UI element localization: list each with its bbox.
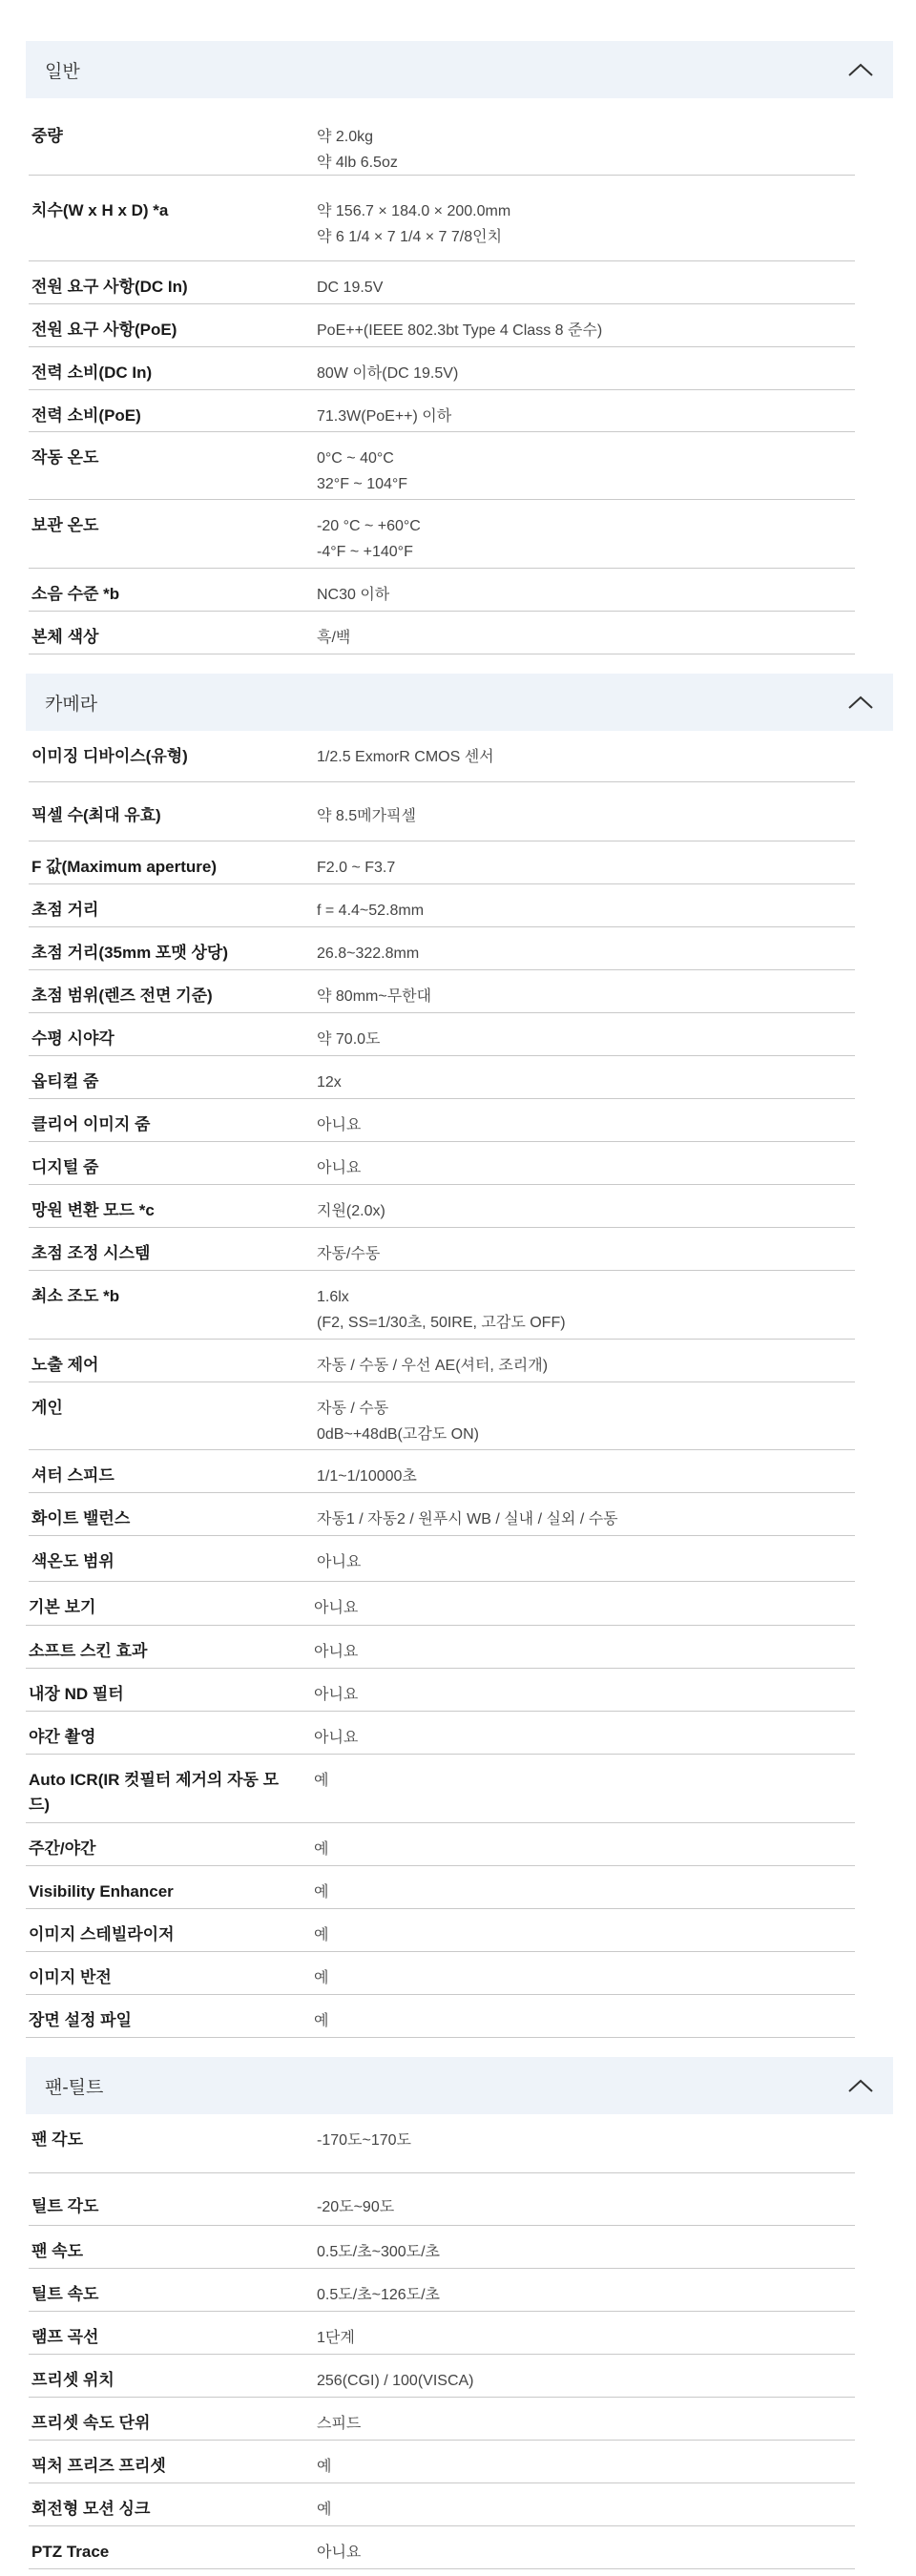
spec-value: 자동 / 수동 / 우선 AE(셔터, 조리개) <box>317 1358 549 1374</box>
spec-value: 약 80mm~무한대 <box>317 988 432 1005</box>
spec-value: 아니요 <box>314 1600 359 1616</box>
spec-row <box>29 1340 855 1382</box>
spec-value: F2.0 ~ F3.7 <box>317 860 396 876</box>
spec-value: 1/1~1/10000초 <box>317 1468 417 1485</box>
section-title: 일반 <box>45 61 80 82</box>
chevron-up-icon[interactable] <box>847 60 874 79</box>
spec-label: 이미징 디바이스(유형) <box>31 747 188 765</box>
section-title: 팬-틸트 <box>45 2077 104 2098</box>
spec-label: 프리셋 위치 <box>31 2371 114 2389</box>
spec-row <box>29 2483 855 2526</box>
spec-row <box>26 1755 855 1823</box>
spec-label: 화이트 밸런스 <box>31 1509 131 1527</box>
spec-label: 디지털 줌 <box>31 1158 99 1176</box>
chevron-up-icon[interactable] <box>847 693 874 712</box>
spec-label: Visibility Enhancer <box>29 1882 174 1901</box>
spec-row <box>29 884 855 927</box>
spec-row <box>29 2312 855 2355</box>
spec-row <box>26 1866 855 1909</box>
spec-label: 램프 곡선 <box>31 2328 99 2346</box>
spec-row <box>29 347 855 390</box>
spec-label: F 값(Maximum aperture) <box>31 858 218 876</box>
spec-row <box>29 927 855 970</box>
spec-row <box>29 304 855 347</box>
spec-label: 프리셋 속도 단위 <box>31 2414 151 2432</box>
spec-row <box>29 1450 855 1493</box>
spec-label: 전력 소비(DC In) <box>31 364 153 382</box>
spec-value: 아니요 <box>317 2545 362 2561</box>
spec-value: 스피드 <box>317 2416 362 2432</box>
spec-value: 아니요 <box>314 1687 359 1703</box>
spec-row <box>29 1228 855 1271</box>
spec-value: 예 <box>314 1884 329 1901</box>
spec-row <box>29 261 855 304</box>
spec-label: 틸트 각도 <box>31 2197 99 2215</box>
spec-label: 노출 제어 <box>31 1356 99 1374</box>
spec-label: 전력 소비(PoE) <box>31 406 141 425</box>
spec-row <box>29 841 855 884</box>
section-header-camera[interactable] <box>26 674 893 731</box>
spec-value: 흑/백 <box>317 630 351 646</box>
spec-value: 아니요 <box>317 1554 362 1570</box>
spec-value: 1.6lx (F2, SS=1/30초, 50IRE, 고감도 OFF) <box>317 1289 566 1331</box>
spec-label: 소프트 스킨 효과 <box>29 1642 148 1660</box>
spec-value: 예 <box>314 1841 329 1858</box>
spec-label: 픽셀 수(최대 유효) <box>31 806 161 824</box>
spec-value: -20도~90도 <box>317 2199 395 2215</box>
spec-row <box>29 1493 855 1536</box>
spec-row <box>26 1952 855 1995</box>
spec-value: -20 °C ~ +60°C -4°F ~ +140°F <box>317 518 421 560</box>
spec-value: -170도~170도 <box>317 2132 411 2149</box>
spec-label: 치수(W x H x D) *a <box>31 201 169 219</box>
spec-value: 자동/수동 <box>317 1246 381 1262</box>
spec-value: 예 <box>314 1773 329 1789</box>
spec-value: NC30 이하 <box>317 587 390 603</box>
spec-value: 자동1 / 자동2 / 원푸시 WB / 실내 / 실외 / 수동 <box>317 1511 618 1527</box>
spec-row <box>29 2114 855 2173</box>
spec-label: 초점 거리(35mm 포맷 상당) <box>31 944 229 962</box>
spec-value: 1/2.5 ExmorR CMOS 센서 <box>317 749 494 765</box>
spec-label: 본체 색상 <box>31 628 99 646</box>
spec-value: 0.5도/초~126도/초 <box>317 2287 440 2303</box>
spec-row <box>29 111 855 176</box>
spec-row <box>29 432 855 500</box>
spec-label: 최소 조도 *b <box>31 1287 120 1305</box>
spec-value: 지원(2.0x) <box>317 1203 385 1219</box>
spec-row <box>26 1582 855 1626</box>
chevron-up-icon[interactable] <box>847 2076 874 2095</box>
spec-value: 12x <box>317 1074 342 1091</box>
spec-row <box>29 2269 855 2312</box>
spec-label: 주간/야간 <box>29 1839 96 1858</box>
spec-row <box>29 782 855 841</box>
spec-label: 픽처 프리즈 프리셋 <box>31 2457 166 2475</box>
section-header-pan-tilt[interactable] <box>26 2057 893 2114</box>
spec-row <box>29 1013 855 1056</box>
spec-value: 약 8.5메가픽셀 <box>317 808 416 824</box>
spec-value: 예 <box>314 1927 329 1943</box>
spec-label: 망원 변환 모드 *c <box>31 1201 155 1219</box>
spec-value: 약 2.0kg 약 4lb 6.5oz <box>317 129 398 171</box>
spec-row <box>29 612 855 654</box>
spec-row <box>26 1669 855 1712</box>
spec-label: 틸트 속도 <box>31 2285 99 2303</box>
spec-row <box>29 569 855 612</box>
section-title: 카메라 <box>45 694 98 715</box>
spec-value: 예 <box>314 2013 329 2029</box>
spec-label: 팬 속도 <box>31 2242 83 2260</box>
spec-label: 야간 촬영 <box>29 1728 96 1746</box>
spec-row <box>29 176 855 261</box>
spec-label: 초점 거리 <box>31 901 99 919</box>
spec-value: PoE++(IEEE 802.3bt Type 4 Class 8 준수) <box>317 322 603 339</box>
spec-label: 옵티컬 줌 <box>31 1072 99 1091</box>
spec-label: 초점 조정 시스템 <box>31 1244 151 1262</box>
spec-row <box>26 1995 855 2038</box>
spec-row <box>29 500 855 569</box>
spec-row <box>29 1382 855 1450</box>
spec-row <box>29 2173 855 2226</box>
spec-row <box>29 2355 855 2398</box>
spec-row <box>29 2226 855 2269</box>
spec-label: 게인 <box>31 1399 63 1417</box>
spec-row <box>29 1271 855 1340</box>
spec-row <box>29 1185 855 1228</box>
spec-label: 색온도 범위 <box>31 1552 114 1570</box>
spec-label: 팬 각도 <box>31 2130 83 2149</box>
spec-value: 0°C ~ 40°C 32°F ~ 104°F <box>317 450 408 492</box>
spec-label: 클리어 이미지 줌 <box>31 1115 151 1133</box>
spec-value: 아니요 <box>317 1160 362 1176</box>
spec-row <box>29 2398 855 2441</box>
spec-value: 예 <box>314 1970 329 1986</box>
spec-row <box>29 1142 855 1185</box>
spec-value: 26.8~322.8mm <box>317 945 420 962</box>
spec-value: DC 19.5V <box>317 280 384 296</box>
section-header-general[interactable] <box>26 41 893 98</box>
spec-label: 전원 요구 사항(DC In) <box>31 278 188 296</box>
spec-label: 내장 ND 필터 <box>29 1685 124 1703</box>
spec-label: 초점 범위(렌즈 전면 기준) <box>31 987 213 1005</box>
spec-row <box>29 1099 855 1142</box>
spec-label: 이미지 스테빌라이저 <box>29 1925 175 1943</box>
spec-value: 80W 이하(DC 19.5V) <box>317 365 459 382</box>
spec-label: 이미지 반전 <box>29 1968 112 1986</box>
spec-row <box>26 1712 855 1755</box>
spec-row <box>29 731 855 782</box>
spec-value: 약 156.7 × 184.0 × 200.0mm 약 6 1/4 × 7 1/4 × 7 7/8인치 <box>317 203 511 245</box>
spec-row <box>29 1536 855 1582</box>
spec-label: 기본 보기 <box>29 1598 96 1616</box>
spec-row <box>29 2441 855 2483</box>
spec-value: f = 4.4~52.8mm <box>317 903 425 919</box>
spec-row <box>29 2526 855 2569</box>
spec-label: 장면 설정 파일 <box>29 2011 132 2029</box>
spec-row <box>26 1626 855 1669</box>
spec-label: 작동 온도 <box>31 448 99 467</box>
spec-value: 아니요 <box>314 1730 359 1746</box>
spec-value: 아니요 <box>314 1644 359 1660</box>
spec-row <box>29 390 855 432</box>
spec-row <box>29 970 855 1013</box>
spec-label: 보관 온도 <box>31 516 99 534</box>
spec-value: 예 <box>317 2502 332 2518</box>
spec-label: 회전형 모션 싱크 <box>31 2500 151 2518</box>
spec-value: 71.3W(PoE++) 이하 <box>317 408 452 425</box>
spec-label: 중량 <box>31 127 63 145</box>
spec-value: 예 <box>317 2459 332 2475</box>
spec-row <box>26 1909 855 1952</box>
spec-value: 0.5도/초~300도/초 <box>317 2244 440 2260</box>
spec-row <box>29 1056 855 1099</box>
spec-value: 256(CGI) / 100(VISCA) <box>317 2373 474 2389</box>
spec-label: 셔터 스피드 <box>31 1466 114 1485</box>
spec-label: PTZ Trace <box>31 2543 110 2561</box>
spec-label: 수평 시야각 <box>31 1029 114 1048</box>
spec-label: 소음 수준 *b <box>31 585 120 603</box>
spec-value: 1단계 <box>317 2330 355 2346</box>
spec-label: Auto ICR(IR 컷필터 제거의 자동 모드) <box>29 1771 280 1814</box>
spec-row <box>26 1823 855 1866</box>
spec-value: 약 70.0도 <box>317 1031 381 1048</box>
spec-label: 전원 요구 사항(PoE) <box>31 321 177 339</box>
spec-value: 자동 / 수동 0dB~+48dB(고감도 ON) <box>317 1401 479 1443</box>
spec-value: 아니요 <box>317 1117 362 1133</box>
